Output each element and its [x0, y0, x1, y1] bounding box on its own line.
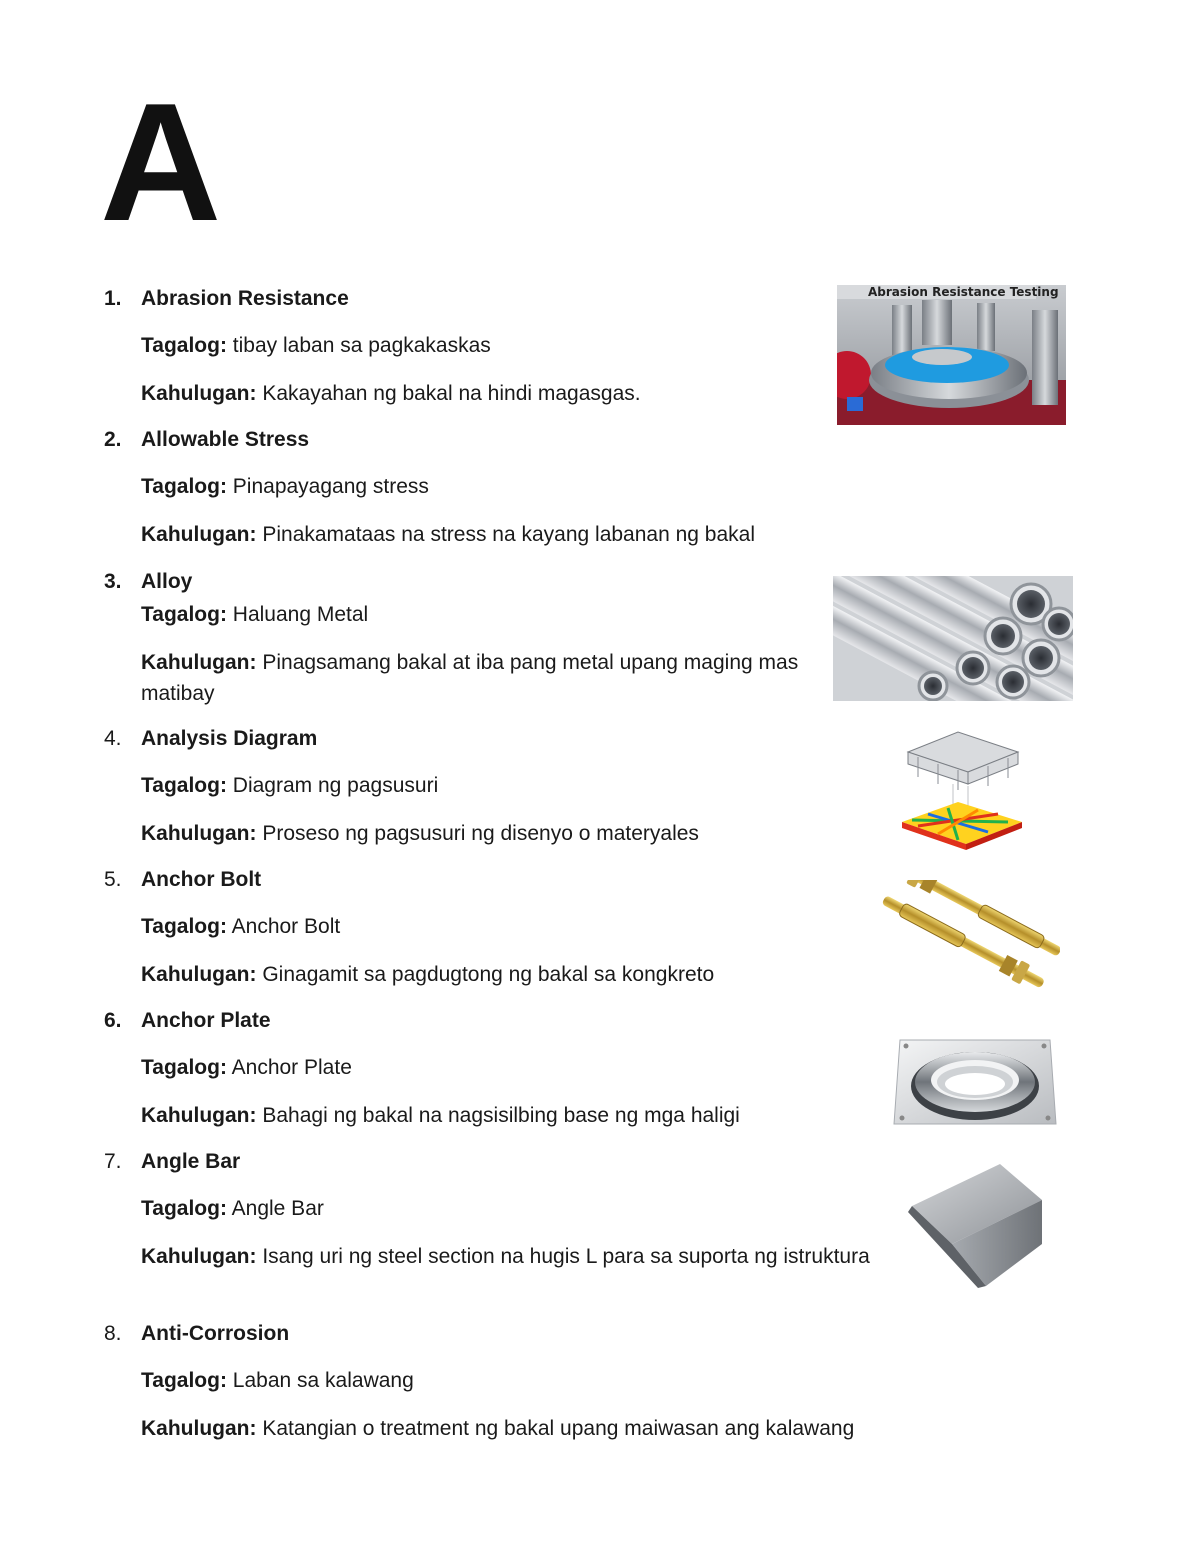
entry-tagalog — [141, 599, 894, 630]
tagalog-value: Laban sa kalawang — [232, 1369, 414, 1392]
glossary-entry-analysis-diagram — [104, 725, 894, 849]
glossary-entry-abrasion-resistance — [104, 285, 894, 409]
entry-kahulugan — [141, 818, 894, 849]
abrasion-image-caption: Abrasion Resistance Testing — [868, 285, 1059, 299]
tagalog-value: Haluang Metal — [232, 603, 369, 626]
kahulugan-label: Kahulugan: — [141, 523, 257, 546]
glossary-entry-allowable-stress — [104, 426, 894, 550]
entry-tagalog — [141, 1193, 894, 1224]
tagalog-label: Tagalog: — [141, 475, 227, 498]
entry-kahulugan — [141, 378, 894, 409]
glossary-entry-angle-bar — [104, 1148, 894, 1272]
anchor-plate-image — [892, 1036, 1058, 1128]
tagalog-value: tibay laban sa pagkakaskas — [232, 334, 491, 357]
entry-tagalog — [141, 330, 894, 361]
entry-number: 1. — [104, 287, 122, 310]
entry-tagalog — [141, 471, 894, 502]
entry-tagalog — [141, 1052, 894, 1083]
entry-kahulugan — [141, 519, 894, 550]
abrasion-testing-image — [837, 285, 1066, 425]
entry-number: 2. — [104, 428, 122, 451]
entry-number: 4. — [104, 727, 122, 750]
entry-tagalog — [141, 1365, 1004, 1396]
entry-kahulugan — [141, 1413, 1004, 1444]
section-letter: A — [100, 68, 222, 256]
tagalog-label: Tagalog: — [141, 915, 227, 938]
tagalog-value: Pinapayagang stress — [232, 475, 429, 498]
entry-number: 8. — [104, 1322, 122, 1345]
entry-term: Analysis Diagram — [141, 727, 318, 750]
entry-tagalog — [141, 911, 894, 942]
kahulugan-label: Kahulugan: — [141, 651, 257, 674]
tagalog-label: Tagalog: — [141, 1197, 227, 1220]
kahulugan-value: Isang uri ng steel section na hugis L para sa suporta ng istruktura — [262, 1245, 870, 1268]
entry-number: 3. — [104, 570, 122, 593]
entry-number: 5. — [104, 868, 122, 891]
tagalog-value: Anchor Bolt — [231, 915, 341, 938]
entry-kahulugan — [141, 959, 894, 990]
tagalog-label: Tagalog: — [141, 1369, 227, 1392]
entry-kahulugan — [141, 647, 821, 709]
kahulugan-value: Ginagamit sa pagdugtong ng bakal sa kongkreto — [262, 963, 715, 986]
kahulugan-label: Kahulugan: — [141, 382, 257, 405]
kahulugan-value: Proseso ng pagsusuri ng disenyo o materyales — [262, 822, 699, 845]
kahulugan-label: Kahulugan: — [141, 963, 257, 986]
kahulugan-label: Kahulugan: — [141, 1417, 257, 1440]
entry-kahulugan — [141, 1100, 894, 1131]
kahulugan-label: Kahulugan: — [141, 822, 257, 845]
glossary-entry-anchor-bolt — [104, 866, 894, 990]
analysis-diagram-image — [898, 722, 1026, 852]
entry-term: Allowable Stress — [141, 428, 310, 451]
entry-number: 7. — [104, 1150, 122, 1173]
glossary-entry-alloy — [104, 568, 894, 709]
kahulugan-value: Pinagsamang bakal at iba pang metal upang maging mas matibay — [141, 651, 799, 705]
tagalog-label: Tagalog: — [141, 774, 227, 797]
entry-tagalog — [141, 770, 894, 801]
entry-term: Anti-Corrosion — [141, 1322, 290, 1345]
kahulugan-value: Katangian o treatment ng bakal upang maiwasan ang kalawang — [262, 1417, 855, 1440]
entry-term: Alloy — [141, 570, 193, 593]
kahulugan-label: Kahulugan: — [141, 1245, 257, 1268]
kahulugan-value: Bahagi ng bakal na nagsisilbing base ng mga haligi — [262, 1104, 740, 1127]
entry-term: Angle Bar — [141, 1150, 241, 1173]
kahulugan-value: Kakayahan ng bakal na hindi magasgas. — [262, 382, 641, 405]
kahulugan-label: Kahulugan: — [141, 1104, 257, 1127]
tagalog-value: Anchor Plate — [231, 1056, 352, 1079]
kahulugan-value: Pinakamataas na stress na kayang labanan ng bakal — [262, 523, 756, 546]
anchor-bolt-image — [866, 880, 1060, 992]
tagalog-label: Tagalog: — [141, 603, 227, 626]
entry-kahulugan — [141, 1241, 881, 1272]
alloy-pipes-image — [833, 576, 1073, 701]
entry-number: 6. — [104, 1009, 122, 1032]
tagalog-label: Tagalog: — [141, 334, 227, 357]
glossary-entry-anti-corrosion — [104, 1320, 1004, 1444]
tagalog-label: Tagalog: — [141, 1056, 227, 1079]
tagalog-value: Diagram ng pagsusuri — [232, 774, 439, 797]
angle-bar-image — [908, 1160, 1046, 1288]
entry-term: Anchor Bolt — [141, 868, 262, 891]
entry-term: Abrasion Resistance — [141, 287, 349, 310]
entry-term: Anchor Plate — [141, 1009, 271, 1032]
tagalog-value: Angle Bar — [231, 1197, 324, 1220]
glossary-entry-anchor-plate — [104, 1007, 894, 1131]
